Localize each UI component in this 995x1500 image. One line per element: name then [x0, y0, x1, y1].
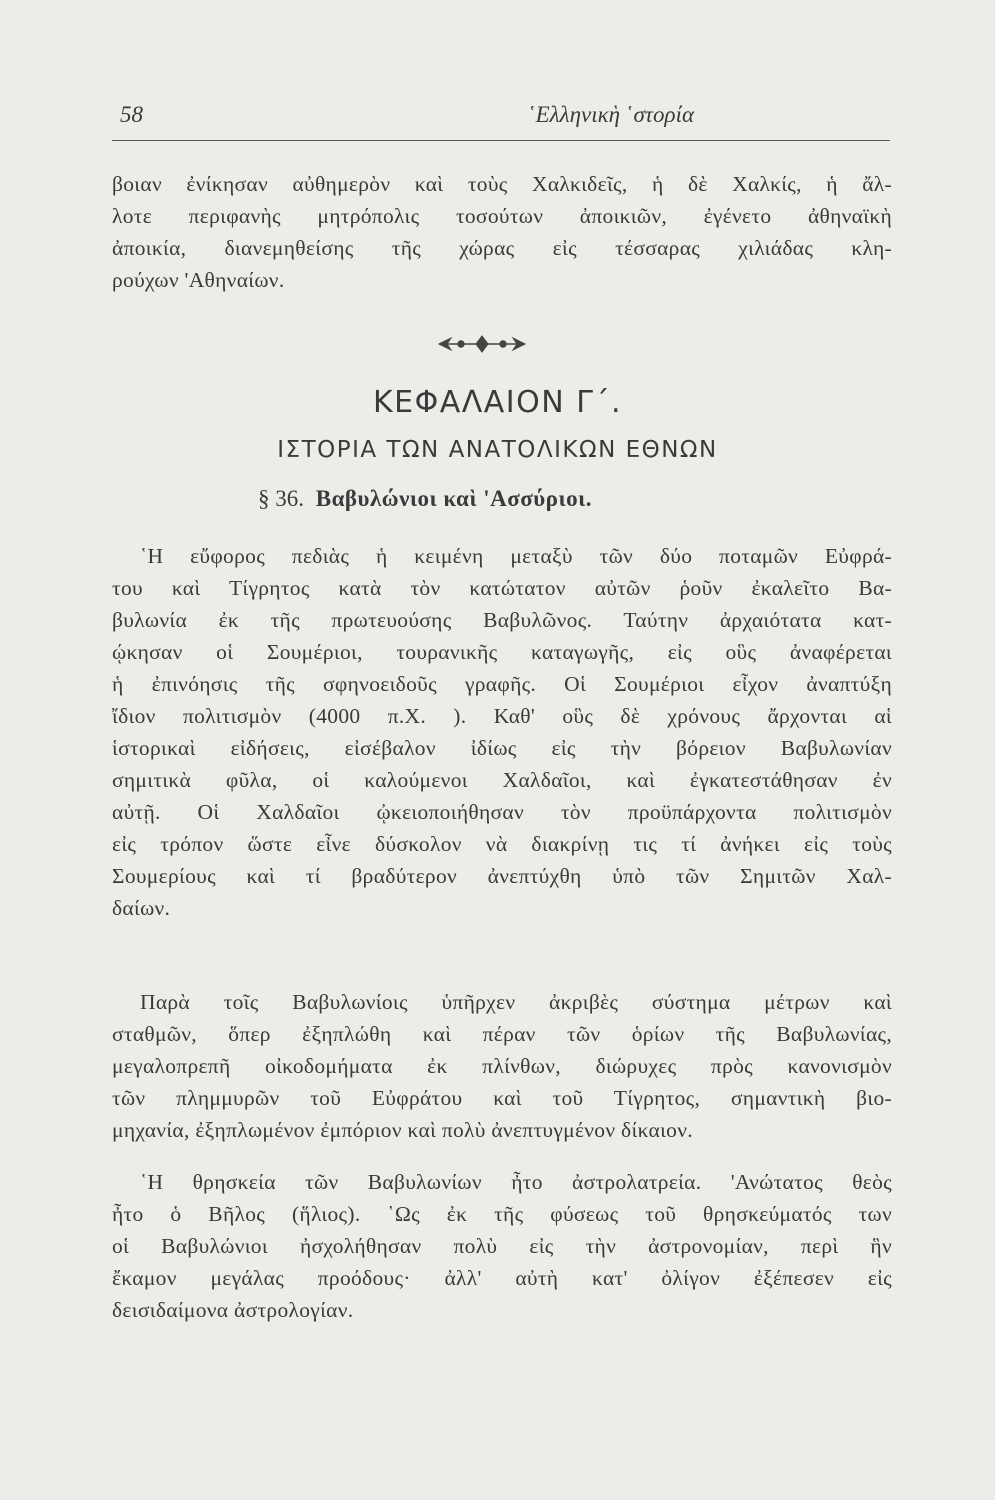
- text-line: ἔκαμον μεγάλας προόδους· ἀλλ' αὐτὴ κατ' ὀλίγον ἐξέπεσεν εἰς: [112, 1266, 892, 1290]
- ornament-divider-icon: [437, 333, 527, 355]
- section-heading: [258, 486, 592, 512]
- text-line: Παρὰ τοῖς Βαβυλωνίοις ὑπῆρχεν ἀκριβὲς σύστημα μέτρων καὶ: [140, 990, 892, 1014]
- text-line: οἱ Βαβυλώνιοι ἠσχολήθησαν πολὺ εἰς τὴν ἀστρονομίαν, περὶ ἣν: [112, 1234, 892, 1258]
- paragraph-measures: [112, 986, 892, 1146]
- text-line: τῶν πλημμυρῶν τοῦ Εὐφράτου καὶ τοῦ Τίγρητος, σημαντικὴ βιο-: [112, 1086, 892, 1110]
- text-line: δαίων.: [112, 896, 171, 920]
- page-header: [112, 102, 890, 141]
- chapter-title: ΚΕΦΑΛΑΙΟΝ Γ΄.: [373, 385, 622, 420]
- text-line: ἀποικία, διανεμηθείσης τῆς χώρας εἰς τέσσαρας χιλιάδας κλη-: [112, 236, 892, 260]
- section-number: § 36.: [258, 486, 304, 511]
- text-line: αὐτῇ. Οἱ Χαλδαῖοι ᾠκειοποιήθησαν τὸν προϋπάρχοντα πολιτισμὸν: [112, 800, 892, 824]
- text-line: εἰς τρόπον ὥστε εἶνε δύσκολον νὰ διακρίνῃ τις τί ἀνήκει εἰς τοὺς: [112, 832, 892, 856]
- text-line: ἦτο ὁ Βῆλος (ἥλιος). ῾Ως ἐκ τῆς φύσεως τοῦ θρησκεύματός των: [112, 1202, 892, 1226]
- text-line: λοτε περιφανὴς μητρόπολις τοσούτων ἀποικιῶν, ἐγένετο ἀθηναϊκὴ: [112, 204, 892, 228]
- section-title: Βαβυλώνιοι καὶ 'Ασσύριοι.: [315, 486, 592, 511]
- text-line: μεγαλοπρεπῆ οἰκοδομήματα ἐκ πλίνθων, διώρυχες πρὸς κανονισμὸν: [112, 1054, 892, 1078]
- text-line: του καὶ Τίγρητος κατὰ τὸν κατώτατον αὐτῶν ῥοῦν ἐκαλεῖτο Βα-: [112, 576, 892, 600]
- text-line: ἴδιον πολιτισμὸν (4000 π.Χ. ). Καθ' οὓς δὲ χρόνους ἄρχονται αἱ: [112, 704, 892, 728]
- text-line: ῾Η θρησκεία τῶν Βαβυλωνίων ἦτο ἀστρολατρεία. 'Ανώτατος θεὸς: [140, 1170, 892, 1194]
- text-line: βυλωνία ἐκ τῆς πρωτευούσης Βαβυλῶνος. Ταύτην ἀρχαιότατα κατ-: [112, 608, 892, 632]
- text-line: Σουμερίους καὶ τί βραδύτερον ἀνεπτύχθη ὑπὸ τῶν Σημιτῶν Χαλ-: [112, 864, 892, 888]
- paragraph-babylonia: [112, 540, 892, 924]
- running-title: ῾Ελληνικὴ ῾στορία: [527, 102, 695, 127]
- text-line: ῾Η εὔφορος πεδιὰς ἡ κειμένη μεταξὺ τῶν δύο ποταμῶν Εὐφρά-: [140, 544, 892, 568]
- page-number: 58: [120, 102, 143, 127]
- chapter-subtitle: ΙΣΤΟΡΙΑ ΤΩΝ ΑΝΑΤΟΛΙΚΩΝ ΕΘΝΩΝ: [277, 437, 718, 463]
- text-line: ῴκησαν οἱ Σουμέριοι, τουρανικῆς καταγωγῆς, εἰς οὓς ἀναφέρεται: [112, 640, 892, 664]
- intro-paragraph: [112, 168, 892, 296]
- text-line: βοιαν ἐνίκησαν αὐθημερὸν καὶ τοὺς Χαλκιδεῖς, ἡ δὲ Χαλκίς, ἡ ἄλ-: [112, 172, 892, 196]
- text-line: δεισιδαίμονα ἀστρολογίαν.: [112, 1298, 354, 1322]
- text-line: σταθμῶν, ὅπερ ἐξηπλώθη καὶ πέραν τῶν ὁρίων τῆς Βαβυλωνίας,: [112, 1022, 892, 1046]
- paragraph-religion: [112, 1166, 892, 1326]
- text-line: ἱστορικαὶ εἰδήσεις, εἰσέβαλον ἰδίως εἰς τὴν βόρειον Βαβυλωνίαν: [112, 736, 892, 760]
- text-line: σημιτικὰ φῦλα, οἱ καλούμενοι Χαλδαῖοι, καὶ ἐγκατεστάθησαν ἐν: [112, 768, 892, 792]
- text-line: μηχανία, ἐξηπλωμένον ἐμπόριον καὶ πολὺ ἀνεπτυγμένον δίκαιον.: [112, 1118, 693, 1142]
- text-line: ἡ ἐπινόησις τῆς σφηνοειδοῦς γραφῆς. Οἱ Σουμέριοι εἶχον ἀναπτύξη: [112, 672, 892, 696]
- text-line: ρούχων 'Αθηναίων.: [112, 268, 285, 292]
